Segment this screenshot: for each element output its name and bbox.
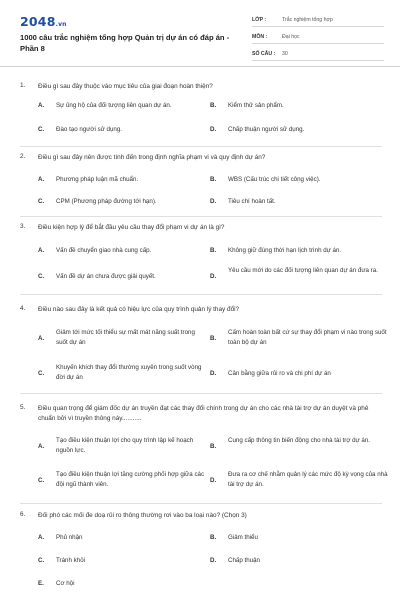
question-text: Điều quan trọng để giám đốc dự án truyền đạt các thay đổi chính trong dự án cho các nhà tài trợ dự án duyệt và phê chuẩn bởi vì truyền thông này........... [38,405,369,422]
question-number: 5. [20,404,26,411]
meta-row-class [252,14,384,27]
option-text: Đào tạo người sử dụng. [56,126,123,133]
option-letter: A. [38,102,45,109]
question-divider [20,393,382,394]
option-letter: B. [210,176,217,183]
question-number: 4. [20,305,26,312]
logo-suffix: .vn [55,21,67,28]
question-text: Điều nào sau đây là kết quả có hiệu lực của quy trình quản lý thay đổi? [38,306,240,313]
option-letter: D. [210,557,217,564]
option-letter: B. [210,534,217,541]
option-letter: A. [38,534,45,541]
meta-row-subject [252,31,384,44]
option-text: Cơ hội [56,580,75,587]
option-text: Tạo điều kiện thuận lợi cho quy trình lập kế hoạch nguồn lực. [56,437,194,454]
option-letter: C. [38,273,45,280]
header-divider [0,66,400,67]
option-text: WBS (Cấu trúc chi tiết công việc). [228,176,321,183]
option-text: Chấp thuận [228,557,260,564]
option-letter: A. [38,335,45,342]
meta-value: Đại học [282,34,300,40]
question-number: 3. [20,223,26,230]
option-letter: D. [210,126,217,133]
option-text: Vấn đề dự án chưa được giải quyết. [56,273,156,280]
option-letter: B. [210,443,217,450]
option-text: Giảm tới mức tối thiểu sự mất mát năng suất trong suốt dự án [56,329,195,346]
option-letter: D. [210,198,217,205]
document-header [0,0,400,66]
question-divider [20,503,382,504]
option-letter: B. [210,102,217,109]
option-text: Tạo điều kiện thuận lợi tăng cường phối hợp giữa các đội ngũ thành viên. [56,471,205,488]
meta-key: SỐ CÂU : [252,51,276,57]
option-letter: D. [210,477,217,484]
question-text: Điều gì sau đây thuộc vào mục tiêu của giai đoạn hoàn thiện? [38,83,213,90]
option-letter: D. [210,370,217,377]
option-text: Kiểm thử sản phẩm. [228,102,284,109]
question-number: 6. [20,511,26,518]
meta-value: Trắc nghiệm tổng hợp [282,17,333,23]
option-text: Sự ủng hộ của đối tượng liên quan dự án. [56,102,172,109]
option-letter: C. [38,477,45,484]
option-text: Tránh khỏi [56,557,86,564]
option-letter: C. [38,557,45,564]
meta-key: LỚP : [252,17,267,23]
option-text: Phương pháp luận mã chuẩn. [56,176,139,183]
option-letter: B. [210,335,217,342]
option-letter: C. [38,370,45,377]
option-text: Cấm hoàn toàn bất cứ sự thay đổi phạm vi nào trong suốt toàn bộ dự án [228,329,387,346]
question-number: 1. [20,82,26,89]
question-text: Điều kiện hợp lý để bắt đầu yêu cầu thay đổi phạm vi dự án là gì? [38,224,225,231]
option-letter: B. [210,247,217,254]
option-text: Đưa ra cơ chế nhằm quản lý các mức độ kỳ vọng của nhà tài trợ dự án. [228,471,388,488]
option-text: Yêu cầu mới do các đối tượng liên quan dự án đưa ra. [228,267,378,274]
option-text: Tiêu chí hoàn tất. [228,198,276,205]
question-divider [20,294,382,295]
option-text: Phủ nhận [56,534,83,541]
document-title: 1000 câu trắc nghiệm tổng hợp Quản trị dự án có đáp án - Phần 8 [20,33,230,53]
option-letter: D. [210,273,217,280]
option-text: Cân bằng giữa rủi ro và chi phí dự án [228,370,331,377]
option-text: CPM (Phương pháp đường tới hạn). [56,198,157,205]
option-letter: C. [38,198,45,205]
option-letter: A. [38,443,45,450]
option-text: Cung cấp thông tin biến động cho nhà tài trợ dự án. [228,437,371,444]
option-text: Khuyến khích thay đổi thường xuyên trong suốt vòng đời dự án [56,364,202,381]
option-text: Không giữ đúng thời hạn lịch trình dự án. [228,247,342,254]
question-divider [20,216,382,217]
question-text: Đối phó các mối đe doạ rủi ro thông thường rơi vào ba loại nào? (Chọn 3) [38,512,247,519]
option-text: Chấp thuận người sử dụng. [228,126,305,133]
option-text: Vấn đề chuyển giao nhà cung cấp. [56,247,152,254]
option-letter: A. [38,247,45,254]
meta-key: MÔN : [252,34,268,40]
logo-text: 2048 [20,14,56,29]
option-letter: E. [38,580,44,587]
option-text: Giảm thiểu [228,534,258,541]
document-meta [252,14,384,65]
question-divider [20,146,382,147]
question-number: 2. [20,153,26,160]
meta-row-count [252,48,384,61]
option-letter: A. [38,176,45,183]
site-logo[interactable] [20,14,67,29]
question-text: Điều gì sau đây nên được tính đến trong định nghĩa phạm vi và quy định dự án? [38,154,266,161]
option-letter: C. [38,126,45,133]
meta-value: 30 [282,51,288,57]
